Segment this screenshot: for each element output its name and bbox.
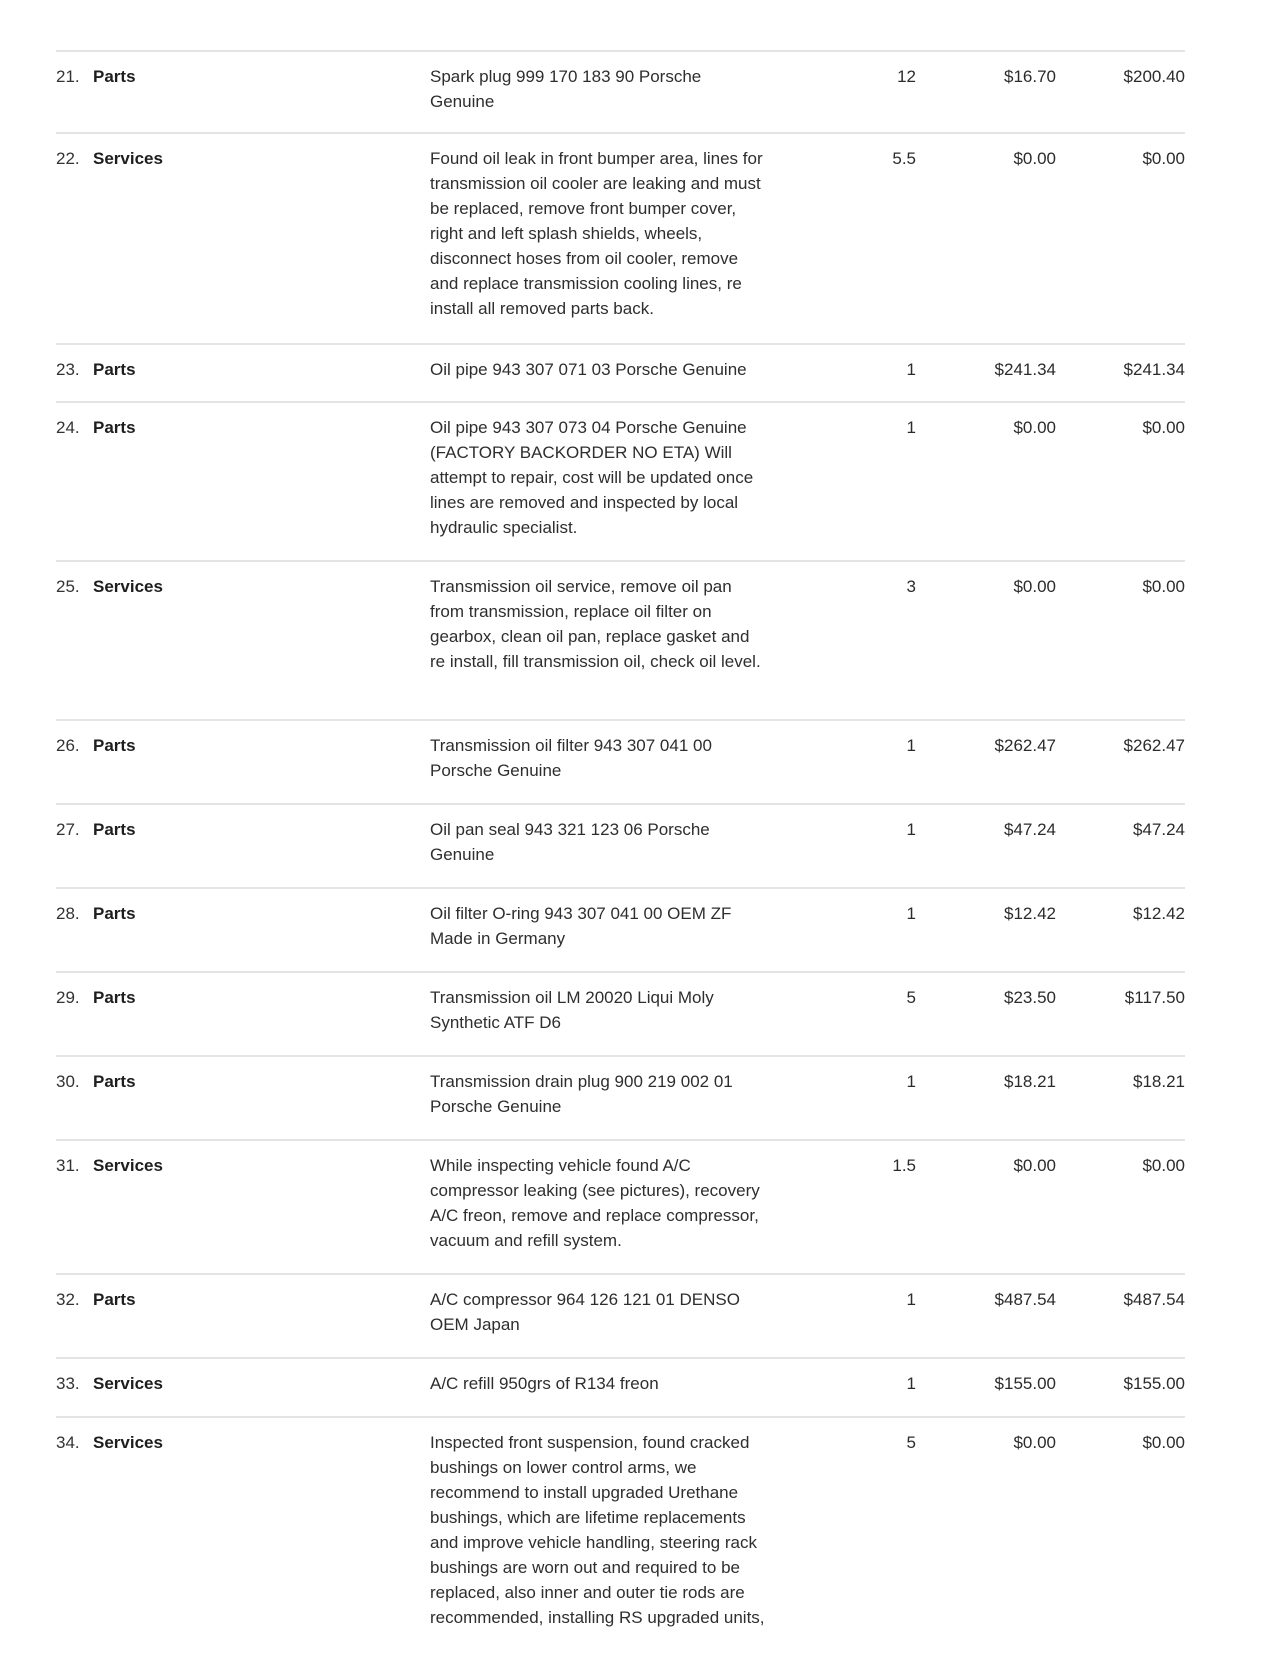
line-item-row — [56, 803, 1185, 887]
item-unit-price: $0.00 — [1013, 149, 1056, 168]
item-unit-price: $16.70 — [1004, 67, 1056, 86]
item-quantity: 5 — [906, 988, 916, 1007]
item-number: 25. — [56, 577, 80, 596]
item-unit-price: $0.00 — [1013, 418, 1056, 437]
item-description: Transmission oil LM 20020 Liqui Moly Synthetic ATF D6 — [430, 988, 714, 1032]
item-unit-price: $0.00 — [1013, 577, 1056, 596]
item-number: 31. — [56, 1156, 80, 1175]
item-description: Transmission oil service, remove oil pan from transmission, replace oil filter on gearbox, clean oil pan, replace gasket and re install, fill transmission oil, check oil level. — [430, 577, 761, 671]
item-quantity: 5.5 — [892, 149, 916, 168]
item-type: Parts — [93, 904, 136, 923]
item-number: 28. — [56, 904, 80, 923]
line-item-row — [56, 560, 1185, 719]
item-description: Transmission drain plug 900 219 002 01 Porsche Genuine — [430, 1072, 733, 1116]
item-quantity: 1 — [906, 418, 916, 437]
item-description: Oil filter O-ring 943 307 041 00 OEM ZF Made in Germany — [430, 904, 732, 948]
item-number: 21. — [56, 67, 80, 86]
line-item-row — [56, 132, 1185, 343]
item-description: Transmission oil filter 943 307 041 00 Porsche Genuine — [430, 736, 712, 780]
item-quantity: 1 — [906, 736, 916, 755]
item-number: 22. — [56, 149, 80, 168]
line-item-row — [56, 1273, 1185, 1357]
item-quantity: 1 — [906, 1072, 916, 1091]
line-item-row — [56, 401, 1185, 560]
item-total: $18.21 — [1133, 1072, 1185, 1091]
item-unit-price: $487.54 — [994, 1290, 1056, 1309]
item-quantity: 12 — [897, 67, 916, 86]
item-type: Parts — [93, 820, 136, 839]
item-type: Parts — [93, 736, 136, 755]
item-total: $487.54 — [1123, 1290, 1185, 1309]
item-unit-price: $0.00 — [1013, 1433, 1056, 1452]
item-type: Services — [93, 1156, 163, 1175]
item-description: While inspecting vehicle found A/C compressor leaking (see pictures), recovery A/C freon, remove and replace compressor, vacuum and refill system. — [430, 1156, 760, 1250]
item-description: Oil pan seal 943 321 123 06 Porsche Genuine — [430, 820, 710, 864]
item-type: Services — [93, 577, 163, 596]
line-item-row — [56, 1357, 1185, 1416]
line-item-row — [56, 1139, 1185, 1273]
item-type: Parts — [93, 1290, 136, 1309]
line-item-row — [56, 343, 1185, 401]
item-total: $155.00 — [1123, 1374, 1185, 1393]
item-total: $241.34 — [1123, 360, 1185, 379]
item-type: Services — [93, 1433, 163, 1452]
item-total: $0.00 — [1142, 418, 1185, 437]
item-total: $0.00 — [1142, 149, 1185, 168]
item-type: Services — [93, 1374, 163, 1393]
item-description: A/C refill 950grs of R134 freon — [430, 1374, 659, 1393]
item-unit-price: $155.00 — [994, 1374, 1056, 1393]
item-quantity: 1 — [906, 360, 916, 379]
item-total: $0.00 — [1142, 1156, 1185, 1175]
item-type: Parts — [93, 67, 136, 86]
item-total: $200.40 — [1123, 67, 1185, 86]
item-description: Spark plug 999 170 183 90 Porsche Genuine — [430, 67, 702, 111]
line-items-table — [56, 50, 1185, 1668]
item-type: Parts — [93, 988, 136, 1007]
item-unit-price: $18.21 — [1004, 1072, 1056, 1091]
line-item-row — [56, 1416, 1185, 1668]
item-description: Oil pipe 943 307 071 03 Porsche Genuine — [430, 360, 747, 379]
item-unit-price: $23.50 — [1004, 988, 1056, 1007]
line-item-row — [56, 719, 1185, 803]
item-unit-price: $241.34 — [994, 360, 1056, 379]
item-type: Parts — [93, 418, 136, 437]
line-item-row — [56, 1055, 1185, 1139]
item-total: $47.24 — [1133, 820, 1185, 839]
line-item-row — [56, 887, 1185, 971]
item-total: $117.50 — [1124, 988, 1185, 1007]
item-quantity: 3 — [906, 577, 916, 596]
item-description: A/C compressor 964 126 121 01 DENSO OEM Japan — [430, 1290, 740, 1334]
item-number: 23. — [56, 360, 80, 379]
item-type: Parts — [93, 1072, 136, 1091]
item-number: 34. — [56, 1433, 80, 1452]
item-number: 33. — [56, 1374, 80, 1393]
item-number: 24. — [56, 418, 80, 437]
item-quantity: 1.5 — [892, 1156, 916, 1175]
item-quantity: 5 — [906, 1433, 916, 1452]
item-number: 30. — [56, 1072, 80, 1091]
item-number: 27. — [56, 820, 80, 839]
item-total: $0.00 — [1142, 577, 1185, 596]
item-description: Oil pipe 943 307 073 04 Porsche Genuine (FACTORY BACKORDER NO ETA) Will attempt to repair, cost will be updated once lines are removed and inspected by local hydraulic specialist. — [430, 418, 754, 537]
item-unit-price: $47.24 — [1004, 820, 1056, 839]
item-description: Found oil leak in front bumper area, lines for transmission oil cooler are leaking and must be replaced, remove front bumper cover, right and left splash shields, wheels, disconnect hoses from oil cooler, remove and replace transmission cooling lines, re install all removed parts back. — [430, 149, 763, 318]
item-unit-price: $0.00 — [1013, 1156, 1056, 1175]
item-quantity: 1 — [906, 904, 916, 923]
item-quantity: 1 — [906, 1290, 916, 1309]
item-total: $0.00 — [1142, 1433, 1185, 1452]
line-item-row — [56, 50, 1185, 132]
item-type: Parts — [93, 360, 136, 379]
item-total: $262.47 — [1123, 736, 1185, 755]
item-unit-price: $12.42 — [1004, 904, 1056, 923]
item-number: 32. — [56, 1290, 80, 1309]
item-type: Services — [93, 149, 163, 168]
item-number: 29. — [56, 988, 80, 1007]
item-number: 26. — [56, 736, 80, 755]
item-quantity: 1 — [906, 820, 916, 839]
item-description: Inspected front suspension, found cracked bushings on lower control arms, we recommend to install upgraded Urethane bushings, which are lifetime replacements and improve vehicle handling, steering rack bushings are worn out and required to be replaced, also inner and outer tie rods are recommended, installing RS upgraded units, — [430, 1433, 765, 1627]
line-item-row — [56, 971, 1185, 1055]
item-unit-price: $262.47 — [994, 736, 1056, 755]
item-total: $12.42 — [1133, 904, 1185, 923]
item-quantity: 1 — [906, 1374, 916, 1393]
